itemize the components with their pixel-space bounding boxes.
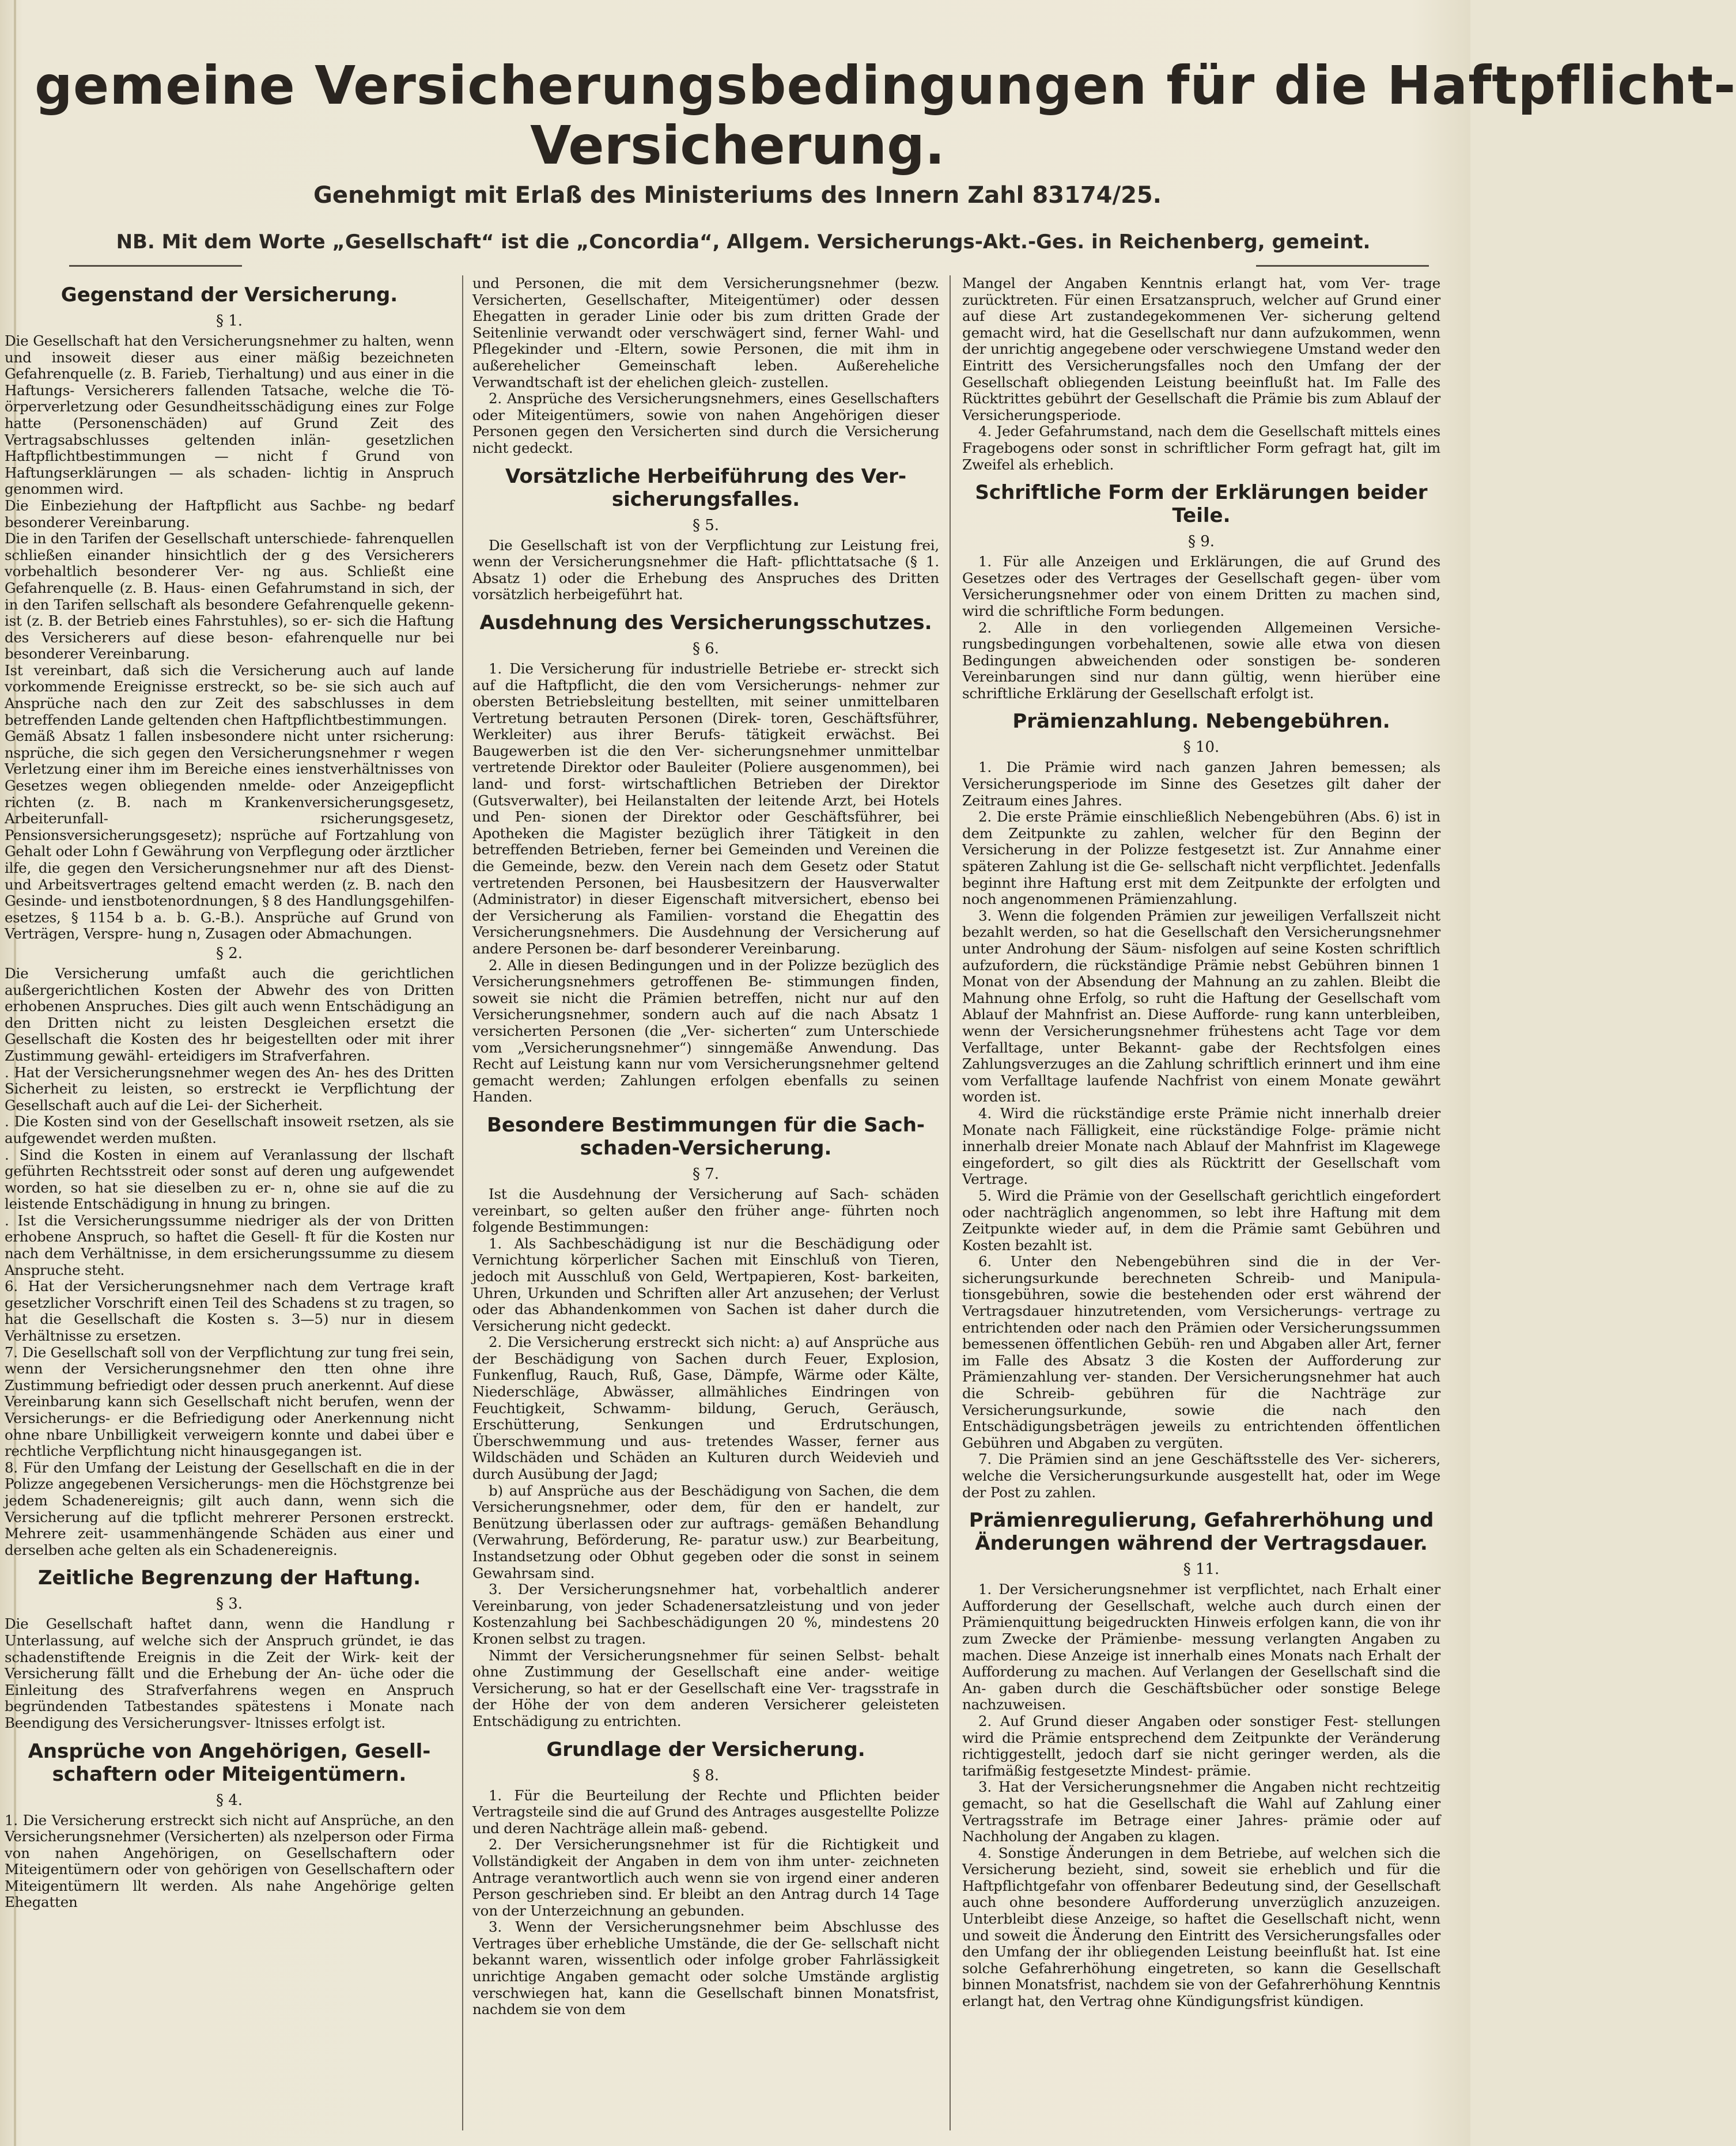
body-paragraph: 1. Für alle Anzeigen und Erklärungen, die auf Grund des Gesetzes oder des Vertrages der Gesellschaft gegen- über vom Versicherungsnehmer oder von einem Dritten zu machen sind, wird die schriftliche Form bedungen. xyxy=(962,553,1440,619)
paragraph-number: § 10. xyxy=(1183,739,1220,756)
body-paragraph: . Sind die Kosten in einem auf Veranlassung der llschaft geführten Rechtsstreit oder sonst auf deren ung aufgewendet worden, so hat sie dieselben zu er- n, ohne sie auf die zu leistende Entschädigung in hnung zu bringen. xyxy=(5,1146,454,1213)
body-paragraph: 2. Alle in diesen Bedingungen und in der Polizze bezüglich des Versicherungsnehmers getroffenen Be- stimmungen finden, soweit sie nicht die Prämien betreffen, nicht nur auf den Versicherungsnehmer, sondern auch auf die nach Absatz 1 versicherten Personen (die „Ver- sicherten“ zum Unterschiede vom „Versicherungsnehmer“) sinngemäße Anwendung. Das Recht auf Leistung kann nur vom Versicherungsnehmer geltend gemacht werden; Zahlungen erfolgen ebenfalls zu seinen Handen. xyxy=(472,956,939,1106)
body-paragraph: 2. Ansprüche des Versicherungsnehmers, eines Gesellschafters oder Miteigentümers, sowie von nahen Angehörigen dieser Personen gegen den Versicherten sind durch die Versicherung nicht gedeckt. xyxy=(472,390,939,456)
body-paragraph: 2. Die erste Prämie einschließlich Nebengebühren (Abs. 6) ist in dem Zeitpunkte zu zahlen, welcher für den Beginn der Versicherung in der Polizze festgesetzt ist. Zur Annahme einer späteren Zahlung ist die Ge- sellschaft nicht verpflichtet. Jedenfalls beginnt ihre Haftung erst mit dem Zeitpunkte der erfolgten und noch angenommenen Prämienzahlung. xyxy=(962,808,1440,908)
text-column-1 xyxy=(5,275,454,2130)
document-title-line2: Versicherung. xyxy=(530,115,945,176)
body-paragraph: 1. Der Versicherungsnehmer ist verpflichtet, nach Erhalt einer Aufforderung der Gesellschaft, welche auch durch einen der Prämienquittung beigedruckten Hinweis erfolgen kann, die von ihr zum Zwecke der Prämienbe- messung verlangten Angaben zu machen. Diese Anzeige ist innerhalb eines Monats nach Erhalt der Aufforderung zu machen. Auf Verlangen der Gesellschaft sind die An- gaben durch die Geschäftsbücher oder sonstige Belege nachzuweisen. xyxy=(962,1581,1440,1713)
body-paragraph: und Personen, die mit dem Versicherungsnehmer (bezw. Versicherten, Gesellschafter, Miteigentümer) oder dessen Ehegatten in gerader Linie oder bis zum dritten Grade der Seitenlinie verwandt oder verschwägert sind, ferner Wahl- und Pflegekinder und -Eltern, sowie Personen, die mit ihm in außerehelicher Gemeinschaft leben. Außereheliche Verwandtschaft ist der ehelichen gleich- zustellen. xyxy=(472,275,939,391)
section-heading: Gegenstand der Versicherung. xyxy=(60,283,398,306)
text-column-2 xyxy=(472,275,939,2130)
body-paragraph: 3. Hat der Versicherungsnehmer die Angaben nicht rechtzeitig gemacht, so hat die Gesellschaft die Wahl auf Zahlung einer Vertragsstrafe im Betrage einer Jahres- prämie oder auf Nachholung der Angaben zu klagen. xyxy=(962,1778,1440,1845)
paragraph-number: § 8. xyxy=(692,1766,720,1784)
body-paragraph: Die Gesellschaft ist von der Verpflichtung zur Leistung frei, wenn der Versicherungsnehmer die Haft- pflichttatsache (§ 1. Absatz 1) oder die Erhebung des Anspruches des Dritten vorsätzlich herbeigeführt hat. xyxy=(472,536,939,603)
section-heading: Grundlage der Versicherung. xyxy=(546,1738,865,1761)
paragraph-number: § 5. xyxy=(692,516,720,534)
text-column-3 xyxy=(962,275,1440,2130)
paragraph-number: § 4. xyxy=(215,1791,243,1809)
body-paragraph: 1. Die Prämie wird nach ganzen Jahren bemessen; als Versicherungsperiode im Sinne des Gesetzes gilt daher der Zeitraum eines Jahres. xyxy=(962,759,1440,809)
paragraph-number: § 1. xyxy=(215,312,243,330)
paragraph-number: § 9. xyxy=(1187,533,1215,551)
section-heading: Prämienzahlung. Nebengebühren. xyxy=(1012,710,1390,733)
body-paragraph: b) auf Ansprüche aus der Beschädigung von Sachen, die dem Versicherungsnehmer, oder dem, für den er handelt, zur Benützung überlassen oder zur auftrags- gemäßen Behandlung (Verwahrung, Beförderung, Re- paratur usw.) zur Bearbeitung, Instandsetzung oder Obhut gegeben oder die sonst in seinem Gewahrsam sind. xyxy=(472,1482,939,1581)
body-paragraph: 3. Der Versicherungsnehmer hat, vorbehaltlich anderer Vereinbarung, von jeder Schadenersatzleistung und von jeder Kostenzahlung bei Sachbeschädigungen 20 %, mindestens 20 Kronen selbst zu tragen. xyxy=(472,1581,939,1647)
body-paragraph: 7. Die Prämien sind an jene Geschäftsstelle des Ver- sicherers, welche die Versicherungsurkunde ausgestellt hat, oder im Wege der Post zu zahlen. xyxy=(962,1451,1440,1501)
body-paragraph: . Ist die Versicherungssumme niedriger als der von Dritten erhobene Anspruch, so haftet die Gesell- ft für die Kosten nur nach dem Verhältnisse, in dem ersicherungssumme zu diesem Anspruche steht. xyxy=(5,1212,454,1278)
body-paragraph: 5. Wird die Prämie von der Gesellschaft gerichtlich eingefordert oder nachträglich angenommen, so lebt ihre Haftung mit dem Zeitpunkte wieder auf, in dem die Prämie samt Gebühren und Kosten bezahlt ist. xyxy=(962,1187,1440,1254)
body-paragraph: 4. Jeder Gefahrumstand, nach dem die Gesellschaft mittels eines Fragebogens oder sonst in schriftlicher Form gefragt hat, gilt im Zweifel als erheblich. xyxy=(962,423,1440,473)
body-paragraph: 4. Wird die rückständige erste Prämie nicht innerhalb dreier Monate nach Fälligkeit, eine rückständige Folge- prämie nicht innerhalb dreier Monate nach Ablauf der Mahnfrist im Klagewege eingefordert, so gilt dies als Rücktritt der Gesellschaft vom Vertrage. xyxy=(962,1104,1440,1188)
paragraph-number: § 7. xyxy=(692,1165,720,1183)
document-title-line1: gemeine Versicherungsbedingungen für die Haftpflicht- xyxy=(35,55,1736,116)
body-paragraph: Ist vereinbart, daß sich die Versicherung auch auf lande vorkommende Ereignisse erstreckt, so be- sie sich auch auf Ansprüche nach den zur Zeit des sabschlusses in dem betreffenden Lande geltenden chen Haftpflichtbestimmungen. xyxy=(5,661,454,728)
body-paragraph: . Hat der Versicherungsnehmer wegen des An- hes des Dritten Sicherheit zu leisten, so erstreckt ie Verpflichtung der Gesellschaft auch auf die Lei- der Sicherheit. xyxy=(5,1063,454,1114)
body-paragraph: Die Gesellschaft hat den Versicherungsnehmer zu halten, wenn und insoweit dieser aus einer mäßig bezeichneten Gefahrenquelle (z. B. Farieb, Tierhaltung) und aus einer in die Haftungs- Versicherers fallenden Tatsache, welche die Tö- örperverletzung oder Gesundheitsschädigung eines zur Folge hatte (Personenschäden) auf Grund Zeit des Vertragsabschlusses geltenden inlän- gesetzlichen Haftpflichtbestimmungen — nicht f Grund von Haftungserklärungen — als schaden- lichtig in Anspruch genommen wird. xyxy=(5,332,454,498)
paragraph-number: § 3. xyxy=(215,1595,243,1613)
section-heading: Schriftliche Form der Erklärungen beider Teile. xyxy=(975,481,1428,528)
body-paragraph: 2. Die Versicherung erstreckt sich nicht: a) auf Ansprüche aus der Beschädigung von Sachen durch Feuer, Explosion, Funkenflug, Rauch, Ruß, Gase, Dämpfe, Wärme oder Kälte, Niederschläge, Abwässer, allmähliches Eindringen von Feuchtigkeit, Schwamm- bildung, Geruch, Geräusch, Erschütterung, Senkungen und Erdrutschungen, Überschwemmung und aus- tretendes Wasser, ferner aus Wildschäden und Schäden an Kulturen durch Weidevieh und durch Ausübung der Jagd; xyxy=(472,1334,939,1483)
paragraph-number: § 11. xyxy=(1183,1561,1220,1579)
section-heading: Vorsätzliche Herbeiführung des Ver- sicherungsfalles. xyxy=(505,464,907,511)
paragraph-number: § 2. xyxy=(215,944,243,962)
column-divider-1 xyxy=(462,275,463,2130)
body-paragraph: . Die Kosten sind von der Gesellschaft insoweit rsetzen, als sie aufgewendet werden mußten. xyxy=(5,1113,454,1146)
body-paragraph: 1. Die Versicherung erstreckt sich nicht auf Ansprüche, an den Versicherungsnehmer (Versicherten) als nzelperson oder Firma von nahen Angehörigen, on Gesellschaftern oder Miteigentümern oder von gehörigen von Gesellschaftern oder Miteigentümern llt werden. Als nahe Angehörige gelten Ehegatten xyxy=(5,1811,454,1911)
body-paragraph: 2. Alle in den vorliegenden Allgemeinen Versiche- rungsbedingungen vorbehaltenen, sowie alle etwa von diesen Bedingungen abweichenden oder sonstigen be- sonderen Vereinbarungen sind nur dann gültig, wenn hierüber eine schriftliche Erklärung der Gesellschaft erfolgt ist. xyxy=(962,619,1440,702)
rule-left xyxy=(69,265,242,267)
body-paragraph: Ist die Ausdehnung der Versicherung auf Sach- schäden vereinbart, so gelten außer den früher ange- führten noch folgende Bestimmungen: xyxy=(472,1185,939,1236)
column-divider-2 xyxy=(950,275,951,2130)
section-heading: Ansprüche von Angehörigen, Gesell- schaftern oder Miteigentümern. xyxy=(28,1739,431,1786)
body-paragraph: Die Gesellschaft haftet dann, wenn die Handlung r Unterlassung, auf welche sich der Anspruch gründet, ie das schadenstiftende Ereignis in die Zeit der Wirk- keit der Versicherung fällt und die Erhebung der An- üche oder die Einleitung des Strafverfahrens wegen en Anspruch begründenden Tatbestandes spätestens i Monate nach Beendigung des Versicherungsver- ltnisses erfolgt ist. xyxy=(5,1615,454,1731)
body-paragraph: Die Einbeziehung der Haftpflicht aus Sachbe- ng bedarf besonderer Vereinbarung. xyxy=(5,497,454,531)
body-paragraph: 8. Für den Umfang der Leistung der Gesellschaft en die in der Polizze angegebenen Versicherungs- men die Höchstgrenze bei jedem Schadenereignis; gilt auch dann, wenn sich die Versicherung auf die tpflicht mehrerer Personen erstreckt. Mehrere zeit- usammenhängende Schäden aus einer und derselben ache gelten als ein Schadenereignis. xyxy=(5,1459,454,1558)
body-paragraph: 2. Auf Grund dieser Angaben oder sonstiger Fest- stellungen wird die Prämie entsprechend dem Zeitpunkte der Veränderung richtiggestellt, jedoch darf sie nicht geringer werden, als die tarifmäßig festgesetzte Mindest- prämie. xyxy=(962,1712,1440,1779)
body-paragraph: 6. Unter den Nebengebühren sind die in der Ver- sicherungsurkunde berechneten Schreib- und Manipula- tionsgebühren, sowie die bestehenden oder erst während der Vertragsdauer hinzutretenden, vom Versicherungs- vertrage zu entrichtenden oder nach den Prämien oder Versicherungssummen bemessenen öffentlichen Gebüh- ren und Abgaben aller Art, ferner im Falle des Absatz 3 die Kosten der Aufforderung zur Prämienzahlung ver- standen. Der Versicherungsnehmer hat auch die Schreib- gebühren für die Nachträge zur Versicherungsurkunde, sowie die nach den Entschädigungsbeträgen jeweils zu entrichtenden öffentlichen Gebühren und Abgaben zu vergüten. xyxy=(962,1253,1440,1451)
body-paragraph: 1. Für die Beurteilung der Rechte und Pflichten beider Vertragsteile sind die auf Grund des Antrages ausgestellte Polizze und deren Nachträge allein maß- gebend. xyxy=(472,1787,939,1837)
body-paragraph: 7. Die Gesellschaft soll von der Verpflichtung zur tung frei sein, wenn der Versicherungsnehmer den tten ohne ihre Zustimmung befriedigt oder dessen pruch anerkennt. Auf diese Vereinbarung kann sich Gesellschaft nicht berufen, wenn der Versicherungs- er die Befriedigung oder Anerkennung nicht ohne nbare Unbilligkeit verweigern konnte und dabei über e rechtliche Verpflichtung nicht hinausgegangen ist. xyxy=(5,1343,454,1460)
section-heading: Zeitliche Begrenzung der Haftung. xyxy=(37,1566,421,1590)
body-paragraph: Mangel der Angaben Kenntnis erlangt hat, vom Ver- trage zurücktreten. Für einen Ersatzanspruch, welcher auf Grund einer auf diese Art zustandegekommenen Ver- sicherung geltend gemacht wird, hat die Gesellschaft nur dann aufzukommen, wenn der unrichtig angegebene oder verschwiegene Umstand weder den Eintritt des Versicherungsfalles noch den Umfang der der Gesellschaft obliegenden Leistung beeinflußt hat. Im Falle des Rücktrittes gebührt der Gesellschaft die Prämie bis zum Ablauf der Versicherungsperiode. xyxy=(962,275,1440,423)
body-paragraph: 6. Hat der Versicherungsnehmer nach dem Vertrage kraft gesetzlicher Vorschrift einen Teil des Schadens st zu tragen, so hat die Gesellschaft die Kosten s. 3—5) nur in diesem Verhältnisse zu ersetzen. xyxy=(5,1278,454,1345)
body-paragraph: 2. Der Versicherungsnehmer ist für die Richtigkeit und Vollständigkeit der Angaben in dem von ihm unter- zeichneten Antrage verantwortlich auch wenn sie von irgend einer anderen Person geschrieben sind. Er bleibt an den Antrag durch 14 Tage von der Unterzeichnung an gebunden. xyxy=(472,1836,939,1919)
rule-right xyxy=(1256,265,1429,267)
section-heading: Ausdehnung des Versicherungsschutzes. xyxy=(479,611,932,634)
body-paragraph: 3. Wenn der Versicherungsnehmer beim Abschlusse des Vertrages über erhebliche Umstände, die der Ge- sellschaft nicht bekannt waren, wissentlich oder infolge grober Fahrlässigkeit unrichtige Angaben gemacht oder solche Umstände arglistig verschwiegen hat, kann die Gesellschaft binnen Monatsfrist, nachdem sie von dem xyxy=(472,1918,939,2018)
body-paragraph: 4. Sonstige Änderungen in dem Betriebe, auf welchen sich die Versicherung bezieht, sind, soweit sie erheblich und für die Haftpflichtgefahr von offenbarer Bedeutung sind, der Gesellschaft auch ohne besondere Aufforderung unverzüglich anzuzeigen. Unterbleibt diese Anzeige, so haftet die Gesellschaft nicht, wenn und soweit die Änderung den Eintritt des Versicherungsfalles oder den Umfang der ihr obliegenden Leistung beeinflußt hat. Ist eine solche Gefahrerhöhung eingetreten, so kann die Gesellschaft binnen Monatsfrist, nachdem sie von der Gefahrerhöhung Kenntnis erlangt hat, den Vertrag ohne Kündigungsfrist kündigen. xyxy=(962,1844,1440,2010)
section-heading: Prämienregulierung, Gefahrerhöhung und Änderungen während der Vertragsdauer. xyxy=(969,1509,1434,1555)
body-paragraph: 1. Als Sachbeschädigung ist nur die Beschädigung oder Vernichtung körperlicher Sachen mit Einschluß von Tieren, jedoch mit Ausschluß von Geld, Wertpapieren, Kost- barkeiten, Uhren, Urkunden und Schriften aller Art anzusehen; der Verlust oder das Abhandenkommen von Sachen ist daher durch die Versicherung nicht gedeckt. xyxy=(472,1235,939,1334)
body-paragraph: Die in den Tarifen der Gesellschaft unterschiede- fahrenquellen schließen einander hinsichtlich der g des Versicherers vorbehaltlich besonderer Ver- ng aus. Schließt eine Gefahrenquelle (z. B. Haus- einen Gefahrumstand in sich, der in den Tarifen sellschaft als besondere Gefahrenquelle gekenn- ist (z. B. der Betrieb eines Fahrstuhles), so er- sich die Haftung des Versicherers auf diese beson- efahrenquelle nur bei besonderer Vereinbarung. xyxy=(5,530,454,663)
body-paragraph: 3. Wenn die folgenden Prämien zur jeweiligen Verfallszeit nicht bezahlt werden, so hat die Gesellschaft den Versicherungsnehmer unter Androhung der Säum- nisfolgen auf seine Kosten schriftlich aufzufordern, die rückständige Prämie nebst Gebühren binnen 1 Monat von der Absendung der Mahnung an zu zahlen. Bleibt die Mahnung ohne Erfolg, so ruht die Haftung der Gesellschaft vom Ablauf der Mahnfrist an. Diese Aufforde- rung kann unterbleiben, wenn der Versicherungsnehmer frühestens acht Tage vor dem Verfalltage, unter Bekannt- gabe der Rechtsfolgen eines Zahlungsverzuges an die Zahlung schriftlich erinnert und ihm eine vom Verfalltage laufende Nachfrist von einem Monate gewährt worden ist. xyxy=(962,907,1440,1106)
body-paragraph: Nimmt der Versicherungsnehmer für seinen Selbst- behalt ohne Zustimmung der Gesellschaft eine ander- weitige Versicherung, so hat er der Gesellschaft eine Ver- tragsstrafe in der Höhe der von dem anderen Versicherer geleisteten Entschädigung zu entrichten. xyxy=(472,1647,939,1729)
nb-note: NB. Mit dem Worte „Gesellschaft“ ist die „Concordia“, Allgem. Versicherungs-Akt.-Ges. in Reichenberg, gemeint. xyxy=(116,230,1371,253)
document-header xyxy=(35,55,1736,211)
body-paragraph: 1. Die Versicherung für industrielle Betriebe er- streckt sich auf die Haftpflicht, die den vom Versicherungs- nehmer zur obersten Betriebsleitung bestellten, mit seiner unmittelbaren Vertretung betrauten Personen (Direk- toren, Geschäftsführer, Werkleiter) aus ihrer Berufs- tätigkeit erwächst. Bei Baugewerben ist die den Ver- sicherungsnehmer unmittelbar vertretende Direktor oder Bauleiter (Poliere ausgenommen), bei land- und forst- wirtschaftlichen Betrieben der Direktor (Gutsverwalter), bei Heilanstalten der leitende Arzt, bei Hotels und Pen- sionen der Direktor oder Geschäftsführer, bei Apotheken die Magister bezüglich ihrer Tätigkeit in den betreffenden Betrieben, ferner bei Gemeinden und Vereinen die die Gemeinde, bezw. den Verein nach dem Gesetz oder Statut vertretenden Personen, bei Hausbesitzern der Hausverwalter (Administrator) in dieser Eigenschaft mitversichert, ebenso bei der Versicherung als Familien- vorstand die Ehegattin des Versicherungsnehmers. Die Ausdehnung der Versicherung auf andere Personen be- darf besonderer Vereinbarung. xyxy=(472,660,939,957)
paragraph-number: § 6. xyxy=(692,639,720,657)
body-paragraph: Gemäß Absatz 1 fallen insbesondere nicht unter rsicherung: nsprüche, die sich gegen den Versicherungsnehmer r wegen Verletzung einer ihm im Bereiche eines ienstverhältnisses von Gesetzes wegen obliegenden nmelde- oder Anzeigepflicht richten (z. B. nach m Krankenversicherungsgesetz, Arbeiterunfall- rsicherungsgesetz, Pensionsversicherungsgesetz); nsprüche auf Fortzahlung von Gehalt oder Lohn f Gewährung von Verpflegung oder ärztlicher ilfe, die gegen den Versicherungsnehmer nur aft des Dienst- und Arbeitsvertrages geltend emacht werden (z. B. nach den Gesinde- und ienstbotenordnungen, § 8 des Handlungsgehilfen- esetzes, § 1154 b a. b. G.-B.). Ansprüche auf Grund von Verträgen, Verspre- hung n, Zusagen oder Abmachungen. xyxy=(5,728,454,943)
approval-line: Genehmigt mit Erlaß des Ministeriums des Innern Zahl 83174/25. xyxy=(313,182,1162,209)
body-paragraph: Die Versicherung umfaßt auch die gerichtlichen außergerichtlichen Kosten der Abwehr des von Dritten erhobenen Anspruches. Dies gilt auch wenn Entschädigung an den Dritten nicht zu leisten Desgleichen ersetzt die Gesellschaft die Kosten des hr beigestellten oder mit ihrer Zustimmung gewähl- erteidigers im Strafverfahren. xyxy=(5,964,454,1064)
section-heading: Besondere Bestimmungen für die Sach- schaden-Versicherung. xyxy=(486,1113,925,1160)
